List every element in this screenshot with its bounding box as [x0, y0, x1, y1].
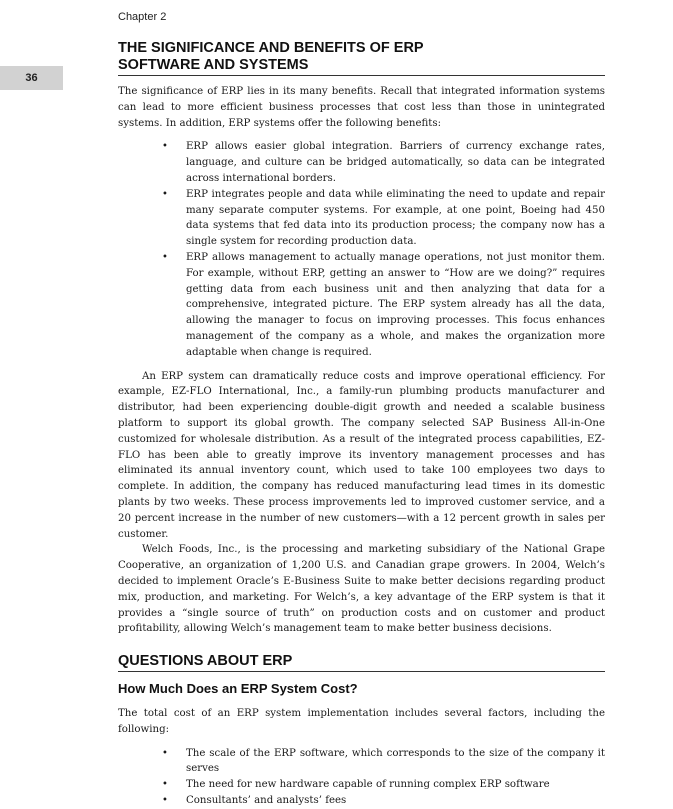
- list-item: • Consultants’ and analysts’ fees: [118, 793, 605, 809]
- list-item: • The scale of the ERP software, which corresponds to the size of the company it serves: [162, 747, 605, 775]
- intro-paragraph: The significance of ERP lies in its many benefits. Recall that integrated information systems can lead to more efficient business processes that cost less than those in unintegrated systems. In addition, ERP systems offer the following benefits:: [118, 86, 605, 129]
- subheading-cost: How Much Does an ERP System Cost?: [118, 681, 358, 697]
- page-number-tab: 36: [0, 66, 63, 90]
- list-item: • The need for new hardware capable of running complex ERP software: [118, 777, 605, 793]
- list-item: • ERP integrates people and data while eliminating the need to update and repair many separate computer systems. For example, at one point, Boeing had 450 data systems that fed data into its production process; the company now has a single system for recording production data.: [162, 188, 605, 248]
- bullet-icon: •: [162, 188, 168, 200]
- cost-intro-paragraph: The total cost of an ERP system implementation includes several factors, including the following:: [118, 708, 605, 735]
- chapter-label: Chapter 2: [118, 11, 167, 23]
- bullet-icon: •: [162, 795, 168, 807]
- bullet-icon: •: [162, 747, 168, 759]
- ezflo-paragraph: An ERP system can dramatically reduce costs and improve operational efficiency. For example, EZ-FLO International, Inc., a family-run plumbing products manufacturer and distributor, had been experiencing double-digit growth and needed a scalable business platform to support its global growth. The company selected SAP Business All-in-One customized for wholesale distribution. As a result of the integrated process capabilities, EZ-FLO has been able to greatly improve its inventory management processes and has eliminated its annual inventory count, which used to take 100 employees two days to complete. In addition, the company has reduced manufacturing lead times in its domestic plants by two weeks. These process improvements led to improved customer service, and a 20 percent increase in the number of new customers—with a 12 percent growth in sales per customer.: [118, 370, 605, 540]
- bullet-icon: •: [162, 141, 168, 153]
- heading-line-2: SOFTWARE AND SYSTEMS: [118, 57, 309, 73]
- bullet-icon: •: [162, 251, 168, 263]
- page-content: [118, 40, 605, 809]
- list-item: • ERP allows management to actually manage operations, not just monitor them. For example, without ERP, getting an answer to “How are we doing?” requires getting data from each business unit and then analyzing that data for a comprehensive, integrated picture. The ERP system already has all the data, allowing the manager to focus on improving processes. This focus enhances management of the company as a whole, and makes the organization more adaptable when change is required.: [162, 251, 605, 358]
- welch-paragraph: Welch Foods, Inc., is the processing and marketing subsidiary of the National Grape Cooperative, an organization of 1,200 U.S. and Canadian grape growers. In 2004, Welch’s decided to implement Oracle’s E-Business Suite to make better decisions regarding product mix, production, and marketing. For Welch’s, a key advantage of the ERP system is that it provides a “single source of truth” on production costs and on customer and product profitability, allowing Welch’s management team to make better business decisions.: [118, 544, 605, 635]
- section-heading-questions: QUESTIONS ABOUT ERP: [118, 653, 605, 672]
- list-item: • ERP allows easier global integration. Barriers of currency exchange rates, language, and culture can be bridged automatically, so data can be integrated across international borders.: [162, 141, 605, 184]
- cost-factors-list: [118, 746, 605, 809]
- benefits-list: [118, 139, 605, 360]
- bullet-icon: •: [162, 779, 168, 791]
- heading-line-1: THE SIGNIFICANCE AND BENEFITS OF ERP: [118, 40, 424, 56]
- section-heading-significance: [118, 40, 605, 76]
